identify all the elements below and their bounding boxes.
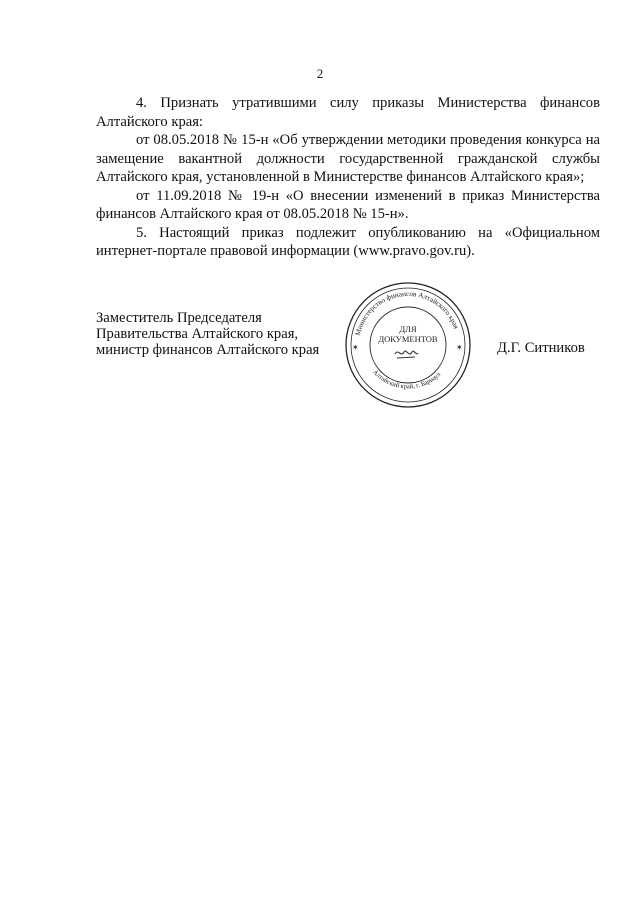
paragraph-item-5: 5. Настоящий приказ подлежит опубликованию на «Официальном интернет-портале правовой информации (www.pravo.gov.ru). [96,224,600,259]
stamp-center-ring [370,307,446,383]
signer-position-line-2: Правительства Алтайского края, [96,326,299,342]
signer-name: Д.Г. Ситников [497,340,585,356]
stamp-center-line-1: ДЛЯ [399,324,417,334]
paragraph-item-4: 4. Признать утратившими силу приказы Министерства финансов Алтайского края: [96,95,600,130]
stamp-star-left-icon: ✶ [352,343,359,352]
stamp-center-line-2: ДОКУМЕНТОВ [378,334,438,344]
page-number: 2 [316,66,324,81]
paragraph-order-15n: от 08.05.2018 № 15-н «Об утверждении методики проведения конкурса на замещение вакантной должности государственной гражданской службы Алтайского края, установленной в Министерстве финансов Алтайского края»; [96,132,600,185]
paragraph-order-19n: от 11.09.2018 № 19-н «О внесении изменений в приказ Министерства финансов Алтайского края от 08.05.2018 № 15-н». [96,187,600,222]
stamp-star-right-icon: ✶ [456,343,463,352]
official-stamp [343,280,473,410]
signer-position-line-3: министр финансов Алтайского края [96,342,320,358]
signer-position [96,310,319,358]
signer-position-line-1: Заместитель Председателя [96,310,262,326]
handwritten-signature [395,351,418,358]
document-body [96,94,600,261]
stamp-bottom-text: Алтайский край, г. Барнаул [371,368,443,391]
stamp-outer-text: Министерство финансов Алтайского края [353,289,461,337]
